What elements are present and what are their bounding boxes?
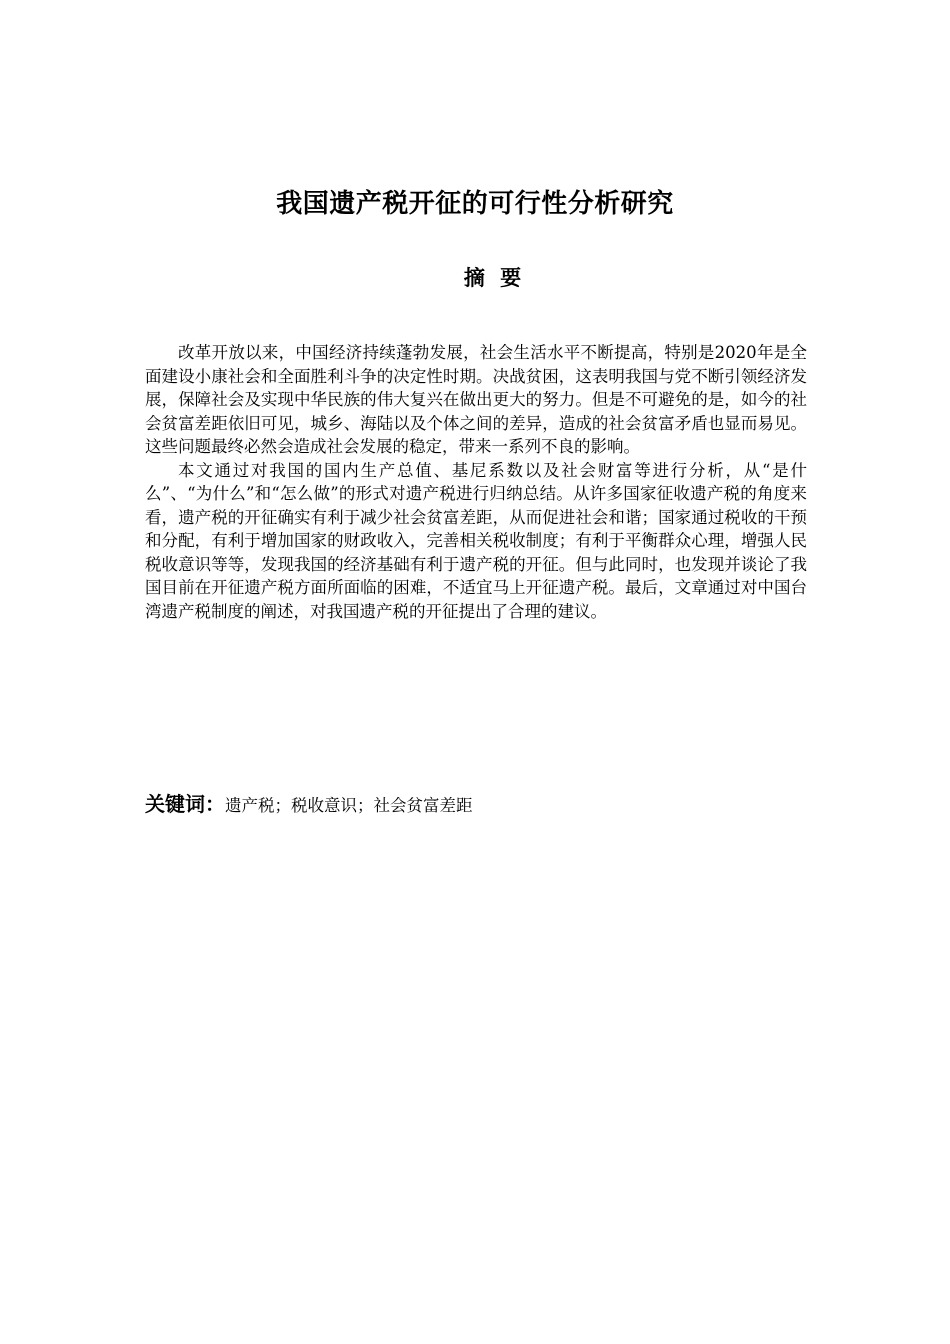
abstract-heading: 摘 要 xyxy=(463,266,522,290)
abstract-body xyxy=(145,341,807,623)
abstract-paragraph: 本文通过对我国的国内生产总值、基尼系数以及社会财富等进行分析，从“是什么”、“为什么”和“怎么做”的形式对遗产税进行归纳总结。从许多国家征收遗产税的角度来看，遗产税的开征确实有利于减少社会贫富差距，从而促进社会和谐；国家通过税收的干预和分配，有利于增加国家的财政收入，完善相关税收制度；有利于平衡群众心理，增强人民税收意识等等，发现我国的经济基础有利于遗产税的开征。但与此同时，也发现并谈论了我国目前在开征遗产税方面所面临的困难，不适宜马上开征遗产税。最后，文章通过对中国台湾遗产税制度的阐述，对我国遗产税的开征提出了合理的建议。 xyxy=(145,460,807,621)
keywords-value: 遗产税；税收意识；社会贫富差距 xyxy=(225,796,473,815)
document-title: 我国遗产税开征的可行性分析研究 xyxy=(276,189,674,219)
keywords-label: 关键词： xyxy=(145,792,225,816)
keywords-line xyxy=(145,790,807,821)
abstract-paragraph: 改革开放以来，中国经济持续蓬勃发展，社会生活水平不断提高，特别是2020年是全面建设小康社会和全面胜利斗争的决定性时期。决战贫困，这表明我国与党不断引领经济发展，保障社会及实现中华民族的伟大复兴在做出更大的努力。但是不可避免的是，如今的社会贫富差距依旧可见，城乡、海陆以及个体之间的差异，造成的社会贫富矛盾也显而易见。这些问题最终必然会造成社会发展的稳定，带来一系列不良的影响。 xyxy=(145,343,807,456)
